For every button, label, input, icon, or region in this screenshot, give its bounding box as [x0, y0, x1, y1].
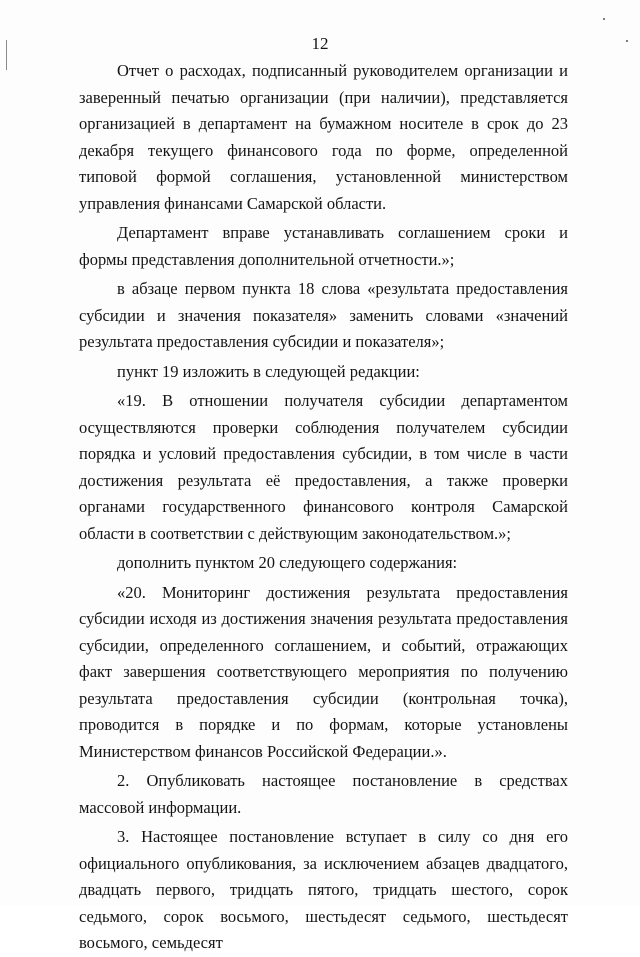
paragraph-point-20-text: «20. Мониторинг достижения результата предоставления субсидии исходя из достижения значения результата предоставления субсидии, определенного соглашением, и событий, отражающих факт завершения соответствующего мероприятия по получению результата предоставления субсидии (контрольная точка), проводится в порядке и по формам, которые установлены Министерством финансов Российской Федерации.». [79, 582, 568, 761]
document-body [79, 58, 568, 957]
paragraph-additional-reporting: Департамент вправе устанавливать соглашением сроки и формы представления дополнительной отчетности.»; [79, 223, 568, 269]
paragraph-point-20-intro: дополнить пунктом 20 следующего содержания: [117, 553, 458, 572]
paragraph-publication: 2. Опубликовать настоящее постановление в средствах массовой информации. [79, 771, 568, 817]
paragraph-point-19-text: «19. В отношении получателя субсидии департаментом осуществляются проверки соблюдения получателем субсидии порядка и условий предоставления субсидии, в том числе в части достижения результата её предоставления, а также проверки органами государственного финансового контроля Самарской области в соответствии с действующим законодательством.»; [79, 391, 568, 543]
paragraph-point-18-amendment: в абзаце первом пункта 18 слова «результата предоставления субсидии и значения показателя» заменить словами «значений результата предоставления субсидии и показателя»; [79, 279, 568, 351]
scan-speck [603, 18, 605, 20]
paragraph-expense-report: Отчет о расходах, подписанный руководителем организации и заверенный печатью организации (при наличии), представляется организацией в департамент на бумажном носителе в срок до 23 декабря текущего финансового года по форме, определенной типовой формой соглашения, установленной министерством управления финансами Самарской области. [79, 61, 568, 213]
page-number: 12 [311, 34, 329, 53]
paragraph-point-19-intro: пункт 19 изложить в следующей редакции: [117, 361, 420, 381]
paragraph-entry-into-force: 3. Настоящее постановление вступает в силу со дня его официального опубликования, за исключением абзацев двадцатого, двадцать первого, тридцать пятого, тридцать шестого, сорок седьмого, сорок восьмого, шестьдесят седьмого, шестьдесят восьмого, семьдесят [79, 827, 568, 952]
